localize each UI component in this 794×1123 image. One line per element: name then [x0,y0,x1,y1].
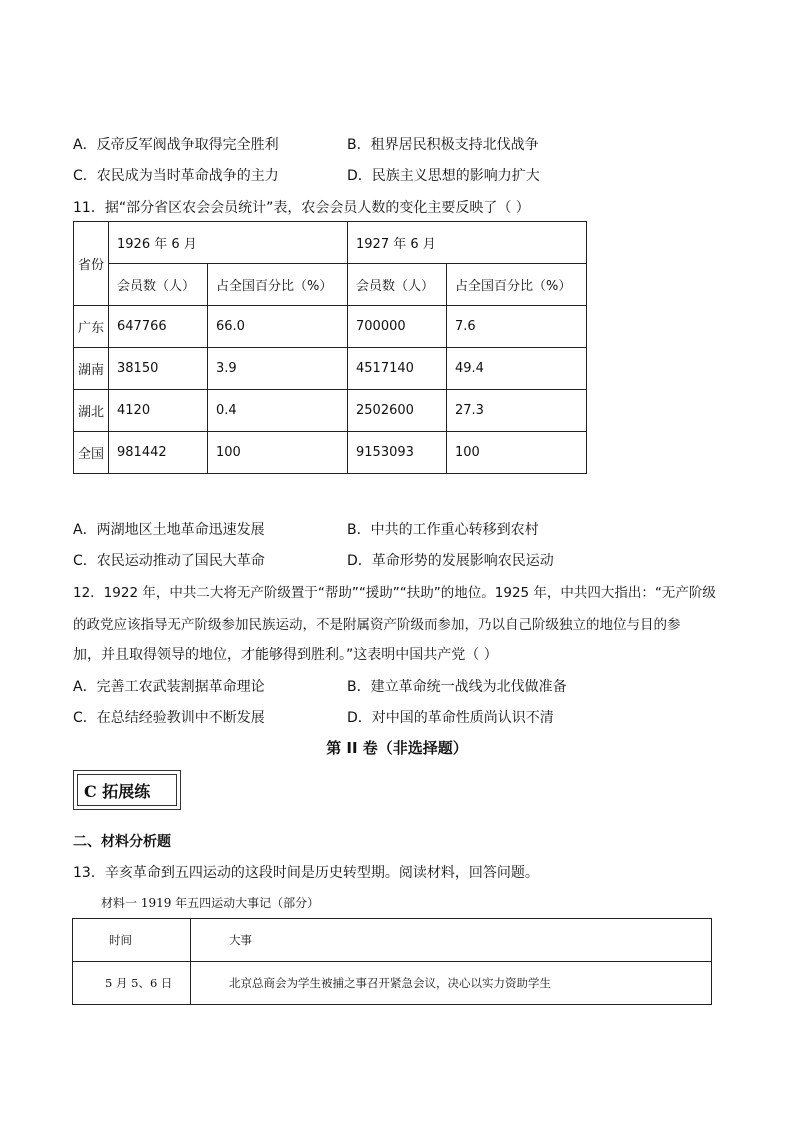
may-fourth-events-table [72,918,712,1005]
members-cell: 981442 [109,432,208,474]
time-cell: 5 月 5、6 日 [73,962,191,1005]
section-title: 第 II 卷（非选择题） [326,739,468,757]
table-row [74,390,587,432]
q12-line-1: 12．1922 年，中共二大将无产阶级置于“帮助”“援助”“扶助”的地位。1925 年，中共四大指出：“无产阶级 [73,585,716,601]
province-header: 省份 [74,222,109,306]
percent-cell: 27.3 [447,390,587,432]
percent-cell: 7.6 [447,306,587,348]
q13-stem: 13．辛亥革命到五四运动的这段时间是历史转型期。阅读材料，回答问题。 [73,865,539,881]
percent-cell: 49.4 [447,348,587,390]
table-row [74,348,587,390]
year2-header: 1927 年 6 月 [348,222,587,264]
tag-label: C 拓展练 [84,782,151,801]
q10-option-c: C．农民成为当时革命战争的主力 [73,168,279,184]
percent-cell: 0.4 [208,390,348,432]
col-members-1: 会员数（人） [109,264,208,306]
q11-option-a: A．两湖地区土地革命迅速发展 [73,522,265,538]
members-cell: 2502600 [348,390,447,432]
farmers-association-table [73,221,587,474]
q10-option-a: A．反帝反军阀战争取得完全胜利 [73,137,279,153]
part-heading: 二、材料分析题 [73,834,171,850]
q12-line-3: 加，并且取得领导的地位，才能够得到胜利。”这表明中国共产党（ ） [73,647,498,663]
col-percent-1: 占全国百分比（%） [208,264,348,306]
province-cell: 全国 [74,432,109,474]
members-cell: 700000 [348,306,447,348]
col-percent-2: 占全国百分比（%） [447,264,587,306]
q12-option-a: A．完善工农武装割据革命理论 [73,679,265,695]
members-cell: 647766 [109,306,208,348]
q12-line-2: 的政党应该指导无产阶级参加民族运动，不是附属资产阶级而参加，乃以自己阶级独立的地位与目的参 [73,617,681,633]
percent-cell: 3.9 [208,348,348,390]
table-row [74,432,587,474]
extension-tag-box [73,770,181,810]
members-cell: 4517140 [348,348,447,390]
members-cell: 38150 [109,348,208,390]
col-event-header: 大事 [191,919,712,962]
q12-option-c: C．在总结经验教训中不断发展 [73,710,265,726]
event-cell: 北京总商会为学生被捕之事召开紧急会议，决心以实力资助学生 [191,962,712,1005]
percent-cell: 66.0 [208,306,348,348]
province-cell: 广东 [74,306,109,348]
material-title: 材料一 1919 年五四运动大事记（部分） [101,896,320,910]
members-cell: 4120 [109,390,208,432]
percent-cell: 100 [208,432,348,474]
table-row [73,962,712,1005]
year1-header: 1926 年 6 月 [109,222,348,264]
q10-option-d: D．民族主义思想的影响力扩大 [347,168,540,184]
q10-option-b: B．租界居民积极支持北伐战争 [347,137,539,153]
q11-option-c: C．农民运动推动了国民大革命 [73,553,265,569]
q11-stem: 11．据“部分省区农会会员统计”表，农会会员人数的变化主要反映了（ ） [73,200,530,216]
col-members-2: 会员数（人） [348,264,447,306]
col-time-header: 时间 [73,919,191,962]
q11-option-d: D．革命形势的发展影响农民运动 [347,553,554,569]
province-cell: 湖南 [74,348,109,390]
members-cell: 9153093 [348,432,447,474]
province-cell: 湖北 [74,390,109,432]
table-row [74,306,587,348]
q11-option-b: B．中共的工作重心转移到农村 [347,522,539,538]
q12-option-b: B．建立革命统一战线为北伐做准备 [347,679,567,695]
q12-option-d: D．对中国的革命性质尚认识不清 [347,710,554,726]
percent-cell: 100 [447,432,587,474]
